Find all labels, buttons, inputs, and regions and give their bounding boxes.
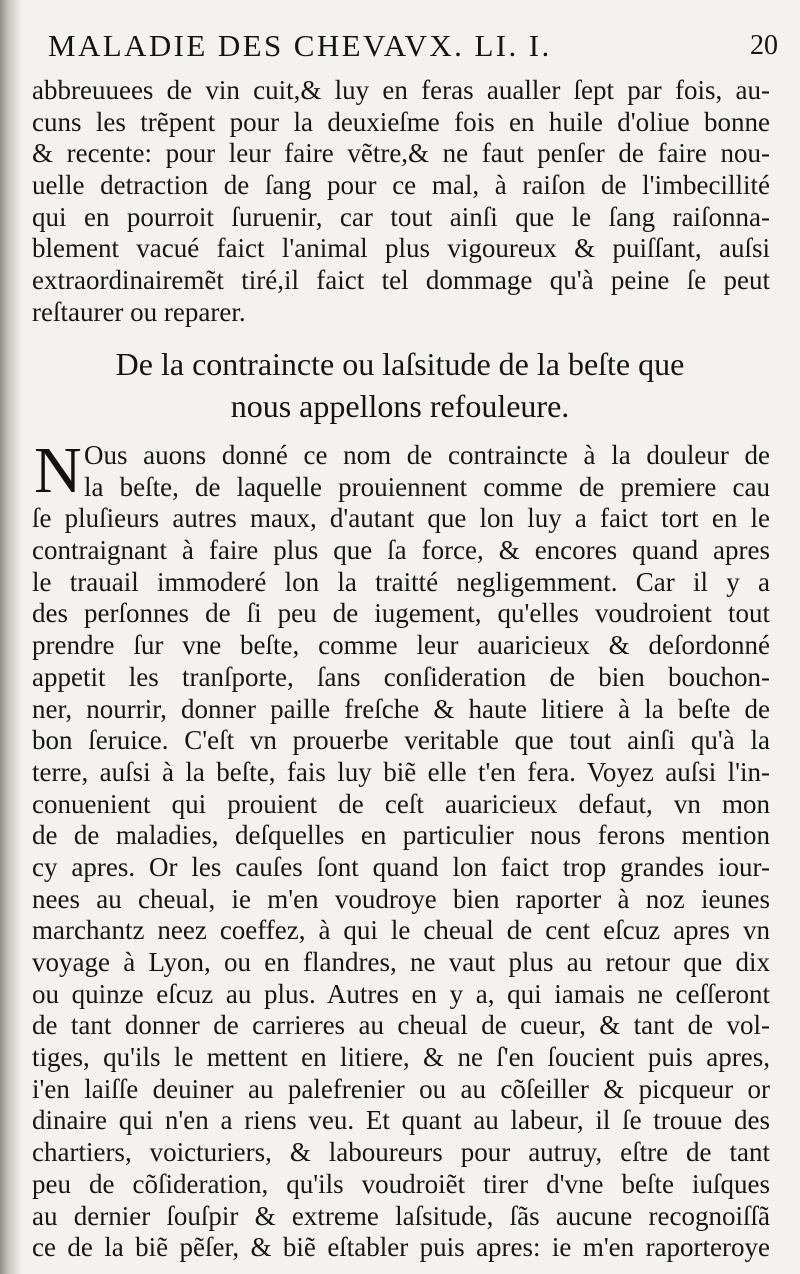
- heading-line: De la contraincte ou laſsitude de la beſte que: [115, 346, 685, 382]
- text-line: ner, nourrir, donner paille freſche & haute litiere à la beſte de: [32, 693, 770, 724]
- text-line: marchantz neez coeffez, à qui le cheual de cent eſcuz apres vn: [32, 915, 770, 946]
- text-line: le trauail immoderé lon la traitté negligemment. Car il y a: [32, 566, 770, 597]
- text-line: voyage à Lyon, ou en flandres, ne vaut plus au retour que dix: [32, 947, 770, 977]
- text-line: qui en pourroit ſuruenir, car tout ainſi que le ſang raiſonna-: [32, 201, 770, 232]
- running-head: MALADIE DES CHEVAVX. LI. I.: [48, 28, 552, 63]
- paragraph-continued: [32, 75, 770, 329]
- paragraph-main: [32, 434, 770, 1264]
- text-line: chartiers, voicturiers, & laboureurs pour autruy, eſtre de tant: [32, 1137, 770, 1168]
- text-line: de tant donner de carrieres au cheual de cueur, & tant de vol-: [32, 1010, 770, 1041]
- text-line: uelle detraction de ſang pour ce mal, à raiſon de l'imbecillité: [32, 170, 770, 201]
- text-line: appetit les tranſporte, ſans conſideration de bien bouchon-: [32, 661, 770, 692]
- text-line: contraignant à faire plus que ſa force, & encores quand apres: [32, 535, 770, 566]
- text-line: peu de cõſideration, qu'ils voudroiẽt tirer d'vne beſte iuſques: [32, 1168, 770, 1199]
- text-line: la beſte, de laquelle prouiennent comme de premiere cau: [84, 471, 770, 502]
- text-line: terre, auſsi à la beſte, fais luy biẽ elle t'en fera. Voyez auſsi l'in-: [32, 756, 770, 787]
- text-line: & recente: pour leur faire vẽtre,& ne faut penſer de faire nou-: [32, 138, 770, 169]
- section-heading: [40, 343, 760, 427]
- text-line: conuenient qui prouient de ceſt auaricieux defaut, vn mon: [32, 788, 770, 819]
- text-line: des perſonnes de ſi peu de iugement, qu'elles voudroient tout: [32, 598, 770, 629]
- text-line: reſtaurer ou reparer.: [32, 296, 246, 327]
- text-line: bon ſeruice. C'eſt vn prouerbe veritable que tout ainſi qu'à la: [32, 725, 770, 756]
- text-line: prendre ſur vne beſte, comme leur auaricieux & deſordonné: [32, 630, 770, 661]
- text-line: extraordinairemẽt tiré,il faict tel dommage qu'à peine ſe peut: [32, 265, 770, 296]
- page-header: [48, 28, 778, 72]
- text-line: dinaire qui n'en a riens veu. Et quant au labeur, il ſe trouue des: [32, 1105, 770, 1136]
- text-line: ce de la biẽ pẽſer, & biẽ eſtabler puis apres: ie m'en raporteroye: [32, 1232, 770, 1263]
- text-line: abbreuuees de vin cuit,& luy en feras aualler ſept par fois, au-: [32, 75, 770, 105]
- text-line: ſe pluſieurs autres maux, d'autant que lon luy a faict tort en le: [32, 503, 770, 534]
- text-line: de de maladies, deſquelles en particulier nous ferons mention: [32, 820, 770, 851]
- text-line: au dernier ſouſpir & extreme laſsitude, ſãs aucune recognoiſſã: [32, 1200, 770, 1231]
- drop-cap: N: [34, 434, 82, 507]
- page-number: 20: [750, 30, 778, 61]
- heading-line: nous appellons refouleure.: [230, 388, 570, 424]
- text-line: Ous auons donné ce nom de contraincte à la douleur de: [84, 440, 770, 470]
- text-line: tiges, qu'ils le mettent en litiere, & ne ſ'en ſoucient puis apres,: [32, 1042, 770, 1073]
- text-line: cy apres. Or les cauſes ſont quand lon faict trop grandes iour-: [32, 851, 770, 882]
- text-line: cuns les trẽpent pour la deuxieſme fois en huile d'oliue bonne: [32, 106, 770, 137]
- text-line: nees au cheual, ie m'en voudroye bien raporter à noz ieunes: [32, 883, 770, 914]
- text-line: blement vacué faict l'animal plus vigoureux & puiſſant, auſsi: [32, 233, 770, 264]
- text-line: i'en laiſſe deuiner au palefrenier ou au cõſeiller & picqueur or: [32, 1073, 770, 1104]
- page-gutter-shadow: [0, 0, 22, 1274]
- text-line: ou quinze eſcuz au plus. Autres en y a, qui iamais ne ceſſeront: [32, 978, 770, 1009]
